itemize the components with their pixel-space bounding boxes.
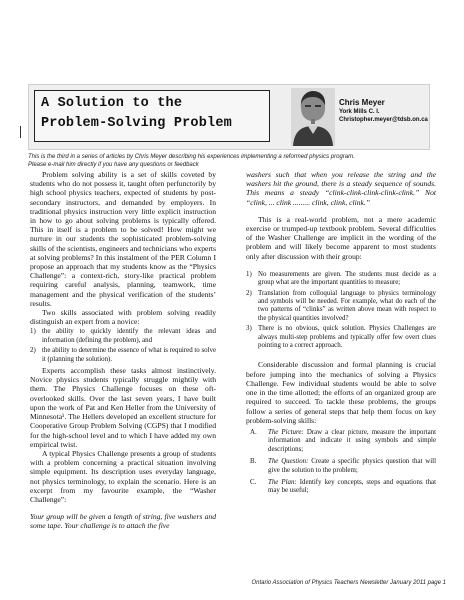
author-photo — [291, 88, 335, 146]
difficulties-list — [246, 271, 436, 351]
title-box — [34, 90, 270, 142]
list-item: 2) Translation from colloquial language to physics terminology and symbols will be needed. For example, what do each of the two patterns of “clinks” as written above mean with respect to the physical quantities involved? — [246, 289, 436, 322]
article-header — [28, 84, 430, 150]
series-intro — [28, 153, 438, 169]
paragraph: This is a real-world problem, not a mere academic exercise or trumped-up textbook problem. Several difficulties of the Washer Challenge are implicit in the wording of the problem and will likely become apparent to most students only after discussion with their group: — [246, 214, 436, 261]
challenge-excerpt: Your group will be given a length of string, five washers and some tape. Your challenge is to attach the five — [30, 512, 216, 531]
paragraph: Experts accomplish these tasks almost instinctively. Novice physics students typically struggle mightily with them. The Physics Challenge focuses on these oft-overlooked skills. Over the last seven years, I have built upon the work of Pat and Ken Heller from the University of Minnesota¹. The Hellers developed an excellent structure for Cooperative Group Problem Solving (CGPS) that I modified for the high-school level and to which I have added my own empirical twist. — [30, 366, 216, 449]
intro-line-1: This is the third in a series of articles by Chris Meyer describing his experiences implementing a reformed physics program. — [28, 154, 355, 160]
author-email[interactable]: Christopher.meyer@tdsb.on.ca — [339, 117, 428, 123]
list-item: A. The Picture: Draw a clear picture, measure the important information and indicate it using symbols and simple descriptions; — [250, 428, 436, 453]
article-title-line2: Problem-Solving Problem — [41, 116, 232, 131]
list-item: 3) There is no obvious, quick solution. Physics Challenges are always multi-step problems and typically offer few overt clues pointing to a correct approach. — [246, 325, 436, 350]
article-title-line1: A Solution to the — [41, 96, 183, 111]
steps-list — [246, 429, 436, 496]
list-item: 2) the ability to determine the essence of what is required to solve it (planning the solution). — [30, 347, 216, 363]
list-item: 1) No measurements are given. The students must decide as a group what are the important quantities to measure; — [246, 270, 436, 287]
margin-mark — [20, 126, 21, 138]
intro-line-2: Please e-mail him directly if you have any questions or feedback — [28, 162, 199, 168]
author-name: Chris Meyer — [339, 98, 385, 107]
left-column — [30, 170, 216, 531]
expert-skills-list — [30, 328, 216, 364]
list-item: 1) the ability to quickly identify the relevant ideas and information (defining the problem), and — [30, 328, 216, 344]
author-school: York Mills C. I. — [339, 109, 380, 115]
challenge-excerpt-continued: washers such that when you release the string and the washers hit the ground, there is a steady sequence of sounds. This means a steady “clink-clink-clink-clink-clink.” Not “clink, ... clink ......... clink, clink, clink.” — [246, 170, 436, 207]
paragraph: A typical Physics Challenge presents a group of students with a problem concerning a practical situation involving simple equipment. Its description uses everyday language, not physics terminology, to explain the scenario. Here is an excerpt from my favourite example, the “Washer Challenge”: — [30, 448, 216, 504]
paragraph: Problem solving ability is a set of skills coveted by students who do not possess it, taught often perfunctorily by high school physics teachers, expected of students by post-secondary instructors, and demanded by employers. In traditional physics instruction very little explicit instruction in how to go about solving problems is typically offered. This in itself is a problem to be solved! How might we nurture in our students the sophisticated problem-solving skills of the scientists, engineers and technicians who experts at solving problems? In this instalment of the PER Column I propose an approach that my students know as the “Physics Challenge”: a context-rich, story-like practical problem requiring careful analysis, planning, teamwork, time management and the physical verification of the students’ results. — [30, 170, 216, 308]
page-footer: Ontario Association of Physics Teachers Newsletter January 2011 page 1 — [251, 580, 446, 586]
list-item: C. The Plan: Identify key concepts, steps and equations that may be useful; — [250, 478, 436, 495]
paragraph: Considerable discussion and formal planning is crucial before jumping into the mechanics of solving a Physics Challenge. Few individual students would be able to solve one in the time allotted; the efforts of an organized group are required to succeed. To tackle these problems, the groups follow a series of general steps that help them focus on key problem-solving skills: — [246, 360, 436, 425]
paragraph: Two skills associated with problem solving readily distinguish an expert from a novice: — [30, 308, 216, 327]
author-info — [339, 97, 431, 124]
list-item: B. The Question: Create a specific physics question that will give the solution to the problem; — [250, 458, 437, 474]
right-column — [246, 170, 436, 500]
